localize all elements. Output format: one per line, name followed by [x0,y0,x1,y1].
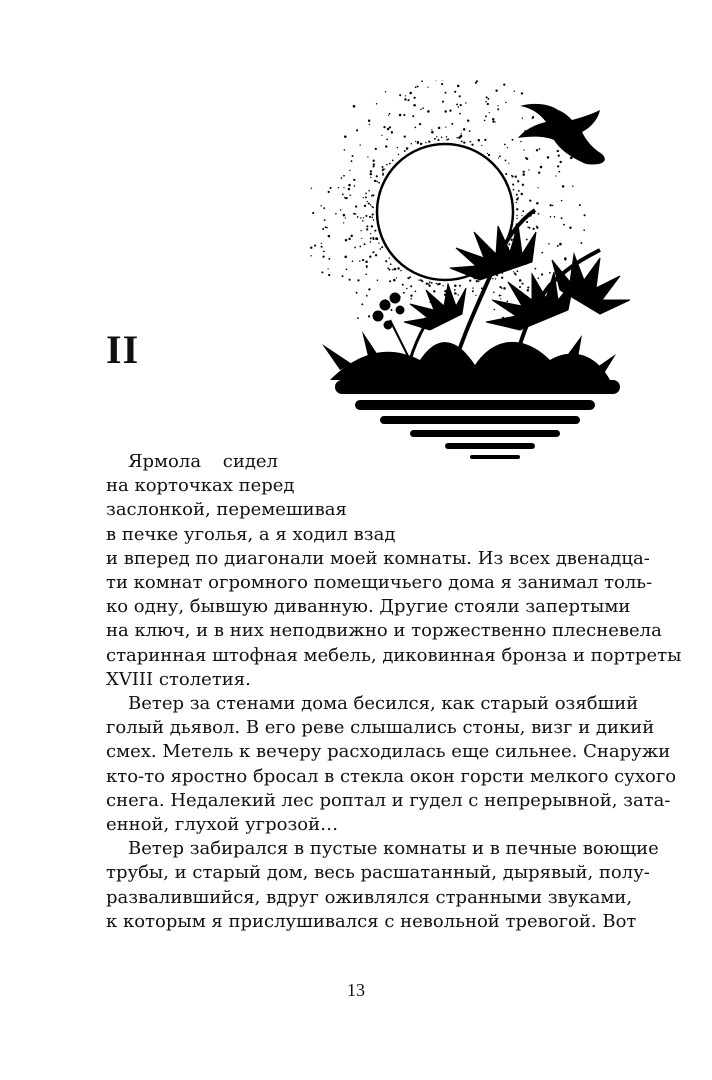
text-line: старинная штофная мебель, диковинная бронза и портреты [106,644,682,666]
text-line: к которым я прислушивался с невольной тревогой. Вот [106,910,637,932]
text-line: снега. Недалекий лес роптал и гудел с непрерывной, зата- [106,789,671,811]
text-line: и вперед по диагонали моей комнаты. Из всех двенадца- [106,547,650,569]
text-line: XVIII столетия. [106,668,251,690]
grass-and-water [322,331,620,459]
text-line: в печке уголья, а я ходил взад [106,523,396,545]
text-line: заслонкой, перемешивая [106,499,347,521]
text-line: голый дьявол. В его реве слышались стоны, визг и дикий [106,717,655,739]
text-line: развалившийся, вдруг оживлялся странными звуками, [106,886,633,908]
text-line: трубы, и старый дом, весь расшатанный, дырявый, полу- [106,862,650,884]
page-number: 13 [347,980,365,1000]
text-line: кто-то яростно бросал в стекла окон горсти мелкого сухого [106,765,677,787]
text-line: Ветер забирался в пустые комнаты и в печные воющие [128,838,659,860]
text-line: енной, глухой угрозой… [106,814,339,835]
text-line: ко одну, бывшую диванную. Другие стояли запертыми [106,596,631,618]
text-line: Ветер за стенами дома бесился, как старый озябший [128,693,639,714]
bird-icon [518,104,605,165]
text-line: ти комнат огромного помещичьего дома я занимал толь- [106,572,653,593]
chapter-number: II [106,327,140,372]
moon-fern-bird-illustration [310,80,630,480]
text-line: Ярмола сидел [128,451,278,472]
text-line: на ключ, и в них неподвижно и торжественно плесневела [106,620,662,642]
text-line: на корточках перед [106,475,295,497]
text-line: смех. Метель к вечеру расходилась еще сильнее. Снаружи [106,741,671,763]
